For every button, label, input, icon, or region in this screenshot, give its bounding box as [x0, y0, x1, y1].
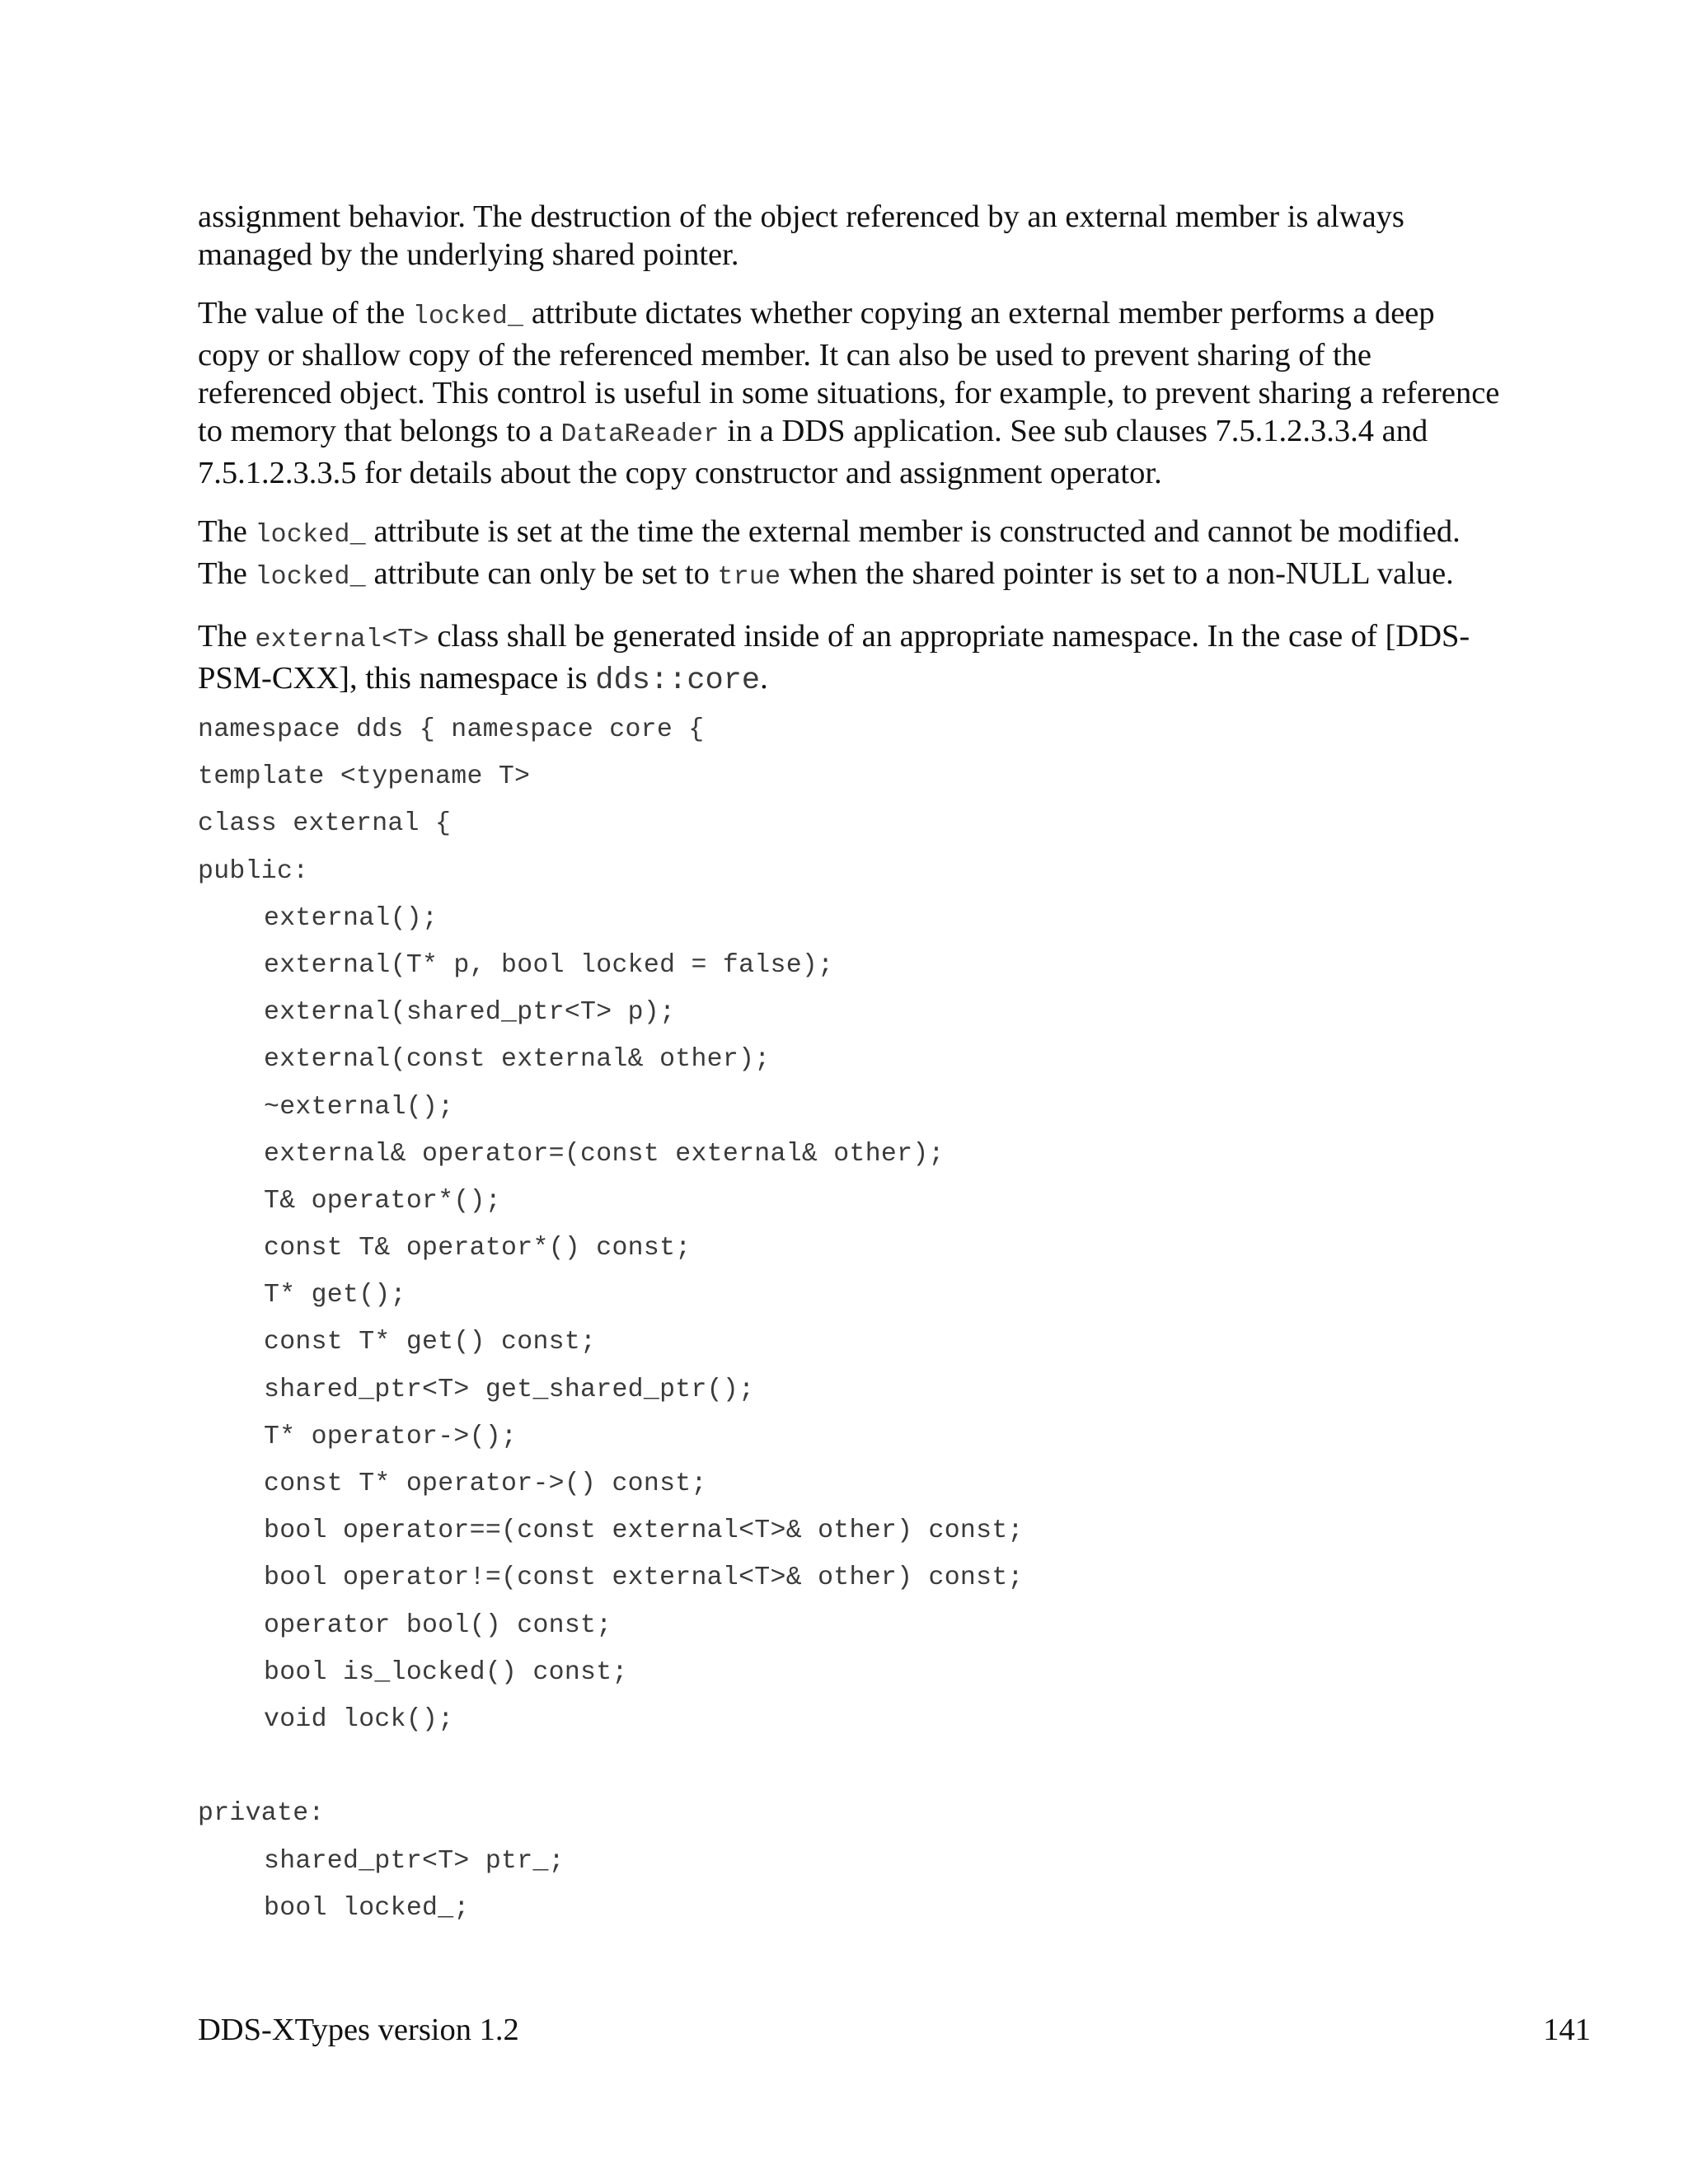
- code-line: T& operator*();: [264, 1186, 502, 1216]
- code-line: T* get();: [264, 1281, 406, 1310]
- code-line: bool locked_;: [264, 1893, 470, 1923]
- paragraph-locked-attribute: [198, 294, 1500, 492]
- text-segment: attribute dictates whether copying an external member performs a deep copy or shallow copy of the referenced member. It can also be used to prevent sharing of the referenced object. This control is useful in some situations, for example, to prevent sharing a reference to memory that belongs to a: [198, 296, 1500, 448]
- page-footer: [198, 2011, 1591, 2049]
- code-line: external& operator=(const external& other);: [264, 1139, 945, 1169]
- inline-code: dds::core: [595, 663, 761, 698]
- code-line: external(const external& other);: [264, 1045, 771, 1075]
- code-blank-line: [198, 1743, 1500, 1790]
- inline-code: locked_: [255, 521, 366, 550]
- code-line: void lock();: [264, 1704, 454, 1734]
- paragraph-namespace: [198, 617, 1500, 700]
- paragraph-locked-set-time: [198, 513, 1500, 597]
- footer-page-number: 141: [1543, 2013, 1591, 2047]
- code-line: shared_ptr<T> ptr_;: [264, 1846, 565, 1876]
- document-page: [198, 198, 1500, 1932]
- inline-code: locked_: [255, 563, 366, 592]
- text-segment: in a DDS application. See sub clauses 7.5.1.2.3.3.4 and 7.5.1.2.3.3.5 for details about the copy constructor and assignment operator.: [198, 414, 1428, 490]
- code-line: external(T* p, bool locked = false);: [264, 950, 834, 980]
- code-line: const T& operator*() const;: [264, 1234, 692, 1263]
- code-listing: [198, 706, 1500, 1932]
- code-line: public:: [198, 856, 309, 886]
- text-segment: The: [198, 619, 256, 654]
- code-line: T* operator->();: [264, 1422, 518, 1451]
- inline-code: external<T>: [255, 626, 429, 654]
- code-line: shared_ptr<T> get_shared_ptr();: [264, 1375, 755, 1404]
- code-line: class external {: [198, 809, 452, 839]
- text-segment: The value of the: [198, 296, 413, 330]
- code-line: operator bool() const;: [264, 1610, 612, 1640]
- inline-code: true: [717, 563, 781, 592]
- text-segment: attribute can only be set to: [365, 556, 718, 591]
- footer-document-title: DDS-XTypes version 1.2: [198, 2013, 519, 2047]
- code-line: const T* get() const;: [264, 1328, 597, 1357]
- inline-code: locked_: [412, 302, 524, 331]
- code-line: const T* operator->() const;: [264, 1469, 707, 1498]
- code-line: private:: [198, 1799, 325, 1829]
- code-line: ~external();: [264, 1092, 454, 1122]
- code-line: bool operator!=(const external<T>& other) const;: [264, 1563, 1024, 1593]
- code-line: external(shared_ptr<T> p);: [264, 998, 676, 1028]
- paragraph-assignment-behavior: assignment behavior. The destruction of the object referenced by an external member is always managed by the underlying shared pointer.: [198, 199, 1404, 272]
- text-segment: .: [760, 661, 768, 696]
- text-segment: attribute is set at the time the external member is constructed and cannot be modified. The: [198, 514, 1461, 591]
- code-line: external();: [264, 903, 438, 933]
- text-segment: The: [198, 514, 256, 549]
- code-line: bool is_locked() const;: [264, 1657, 628, 1687]
- inline-code: DataReader: [560, 420, 720, 449]
- text-segment: class shall be generated inside of an appropriate namespace. In the case of [DDS-PSM-CXX], this namespace is: [198, 619, 1470, 696]
- code-line: bool operator==(const external<T>& other) const;: [264, 1516, 1024, 1546]
- code-line: template <typename T>: [198, 762, 531, 792]
- code-line: namespace dds { namespace core {: [198, 715, 705, 744]
- text-segment: when the shared pointer is set to a non-NULL value.: [781, 556, 1454, 591]
